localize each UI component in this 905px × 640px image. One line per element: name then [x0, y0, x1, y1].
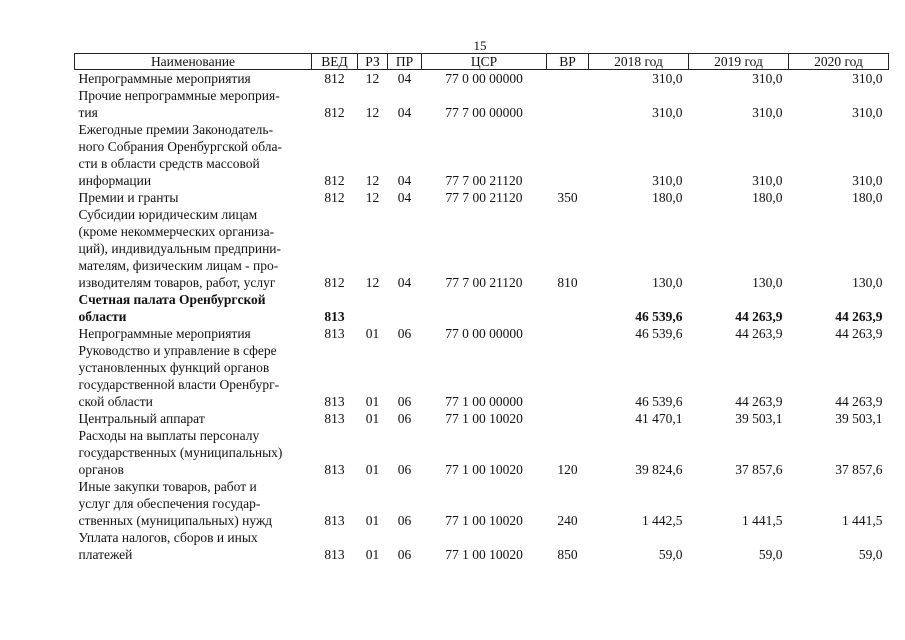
- cell-2020: 310,0: [852, 173, 883, 188]
- cell-ved: 813: [324, 309, 345, 324]
- cell-ved: 813: [324, 513, 345, 528]
- cell-2018: 130,0: [652, 275, 683, 290]
- cell-2020: 44 263,9: [835, 394, 883, 409]
- cell-name: Ежегодные премии Законодатель- ного Собрания Оренбургской обла- сти в области средств массовой информации: [78, 122, 283, 188]
- cell-2018: 310,0: [652, 71, 683, 86]
- cell-pr: 06: [397, 411, 412, 426]
- cell-rz: 01: [365, 411, 380, 426]
- cell-2019: 44 263,9: [735, 394, 783, 409]
- cell-csr: 77 7 00 21120: [445, 173, 523, 188]
- cell-csr: 77 0 00 00000: [445, 71, 523, 86]
- cell-2019: 310,0: [752, 173, 783, 188]
- cell-vr: [547, 121, 589, 189]
- cell-ved: 813: [324, 394, 345, 409]
- cell-rz: 12: [365, 190, 380, 205]
- cell-ved: 812: [324, 71, 345, 86]
- cell-2019: 180,0: [752, 190, 783, 205]
- cell-2020: 180,0: [852, 190, 883, 205]
- header-pr: ПР: [388, 54, 422, 70]
- cell-csr: 77 7 00 21120: [445, 190, 523, 205]
- cell-pr: 06: [397, 326, 412, 341]
- table-row: [75, 427, 889, 478]
- cell-vr: [547, 325, 589, 342]
- cell-rz: 12: [365, 71, 380, 86]
- cell-rz: 01: [365, 462, 380, 477]
- cell-2018: 180,0: [652, 190, 683, 205]
- table-row: [75, 410, 889, 427]
- cell-rz: 12: [365, 275, 380, 290]
- table-row: [75, 206, 889, 291]
- cell-2018: 310,0: [652, 173, 683, 188]
- cell-rz: 12: [365, 105, 380, 120]
- header-vr: ВР: [547, 54, 589, 70]
- header-2020: 2020 год: [789, 54, 889, 70]
- cell-rz: 01: [365, 326, 380, 341]
- cell-2020: 1 441,5: [842, 513, 883, 528]
- cell-csr: 77 1 00 10020: [445, 462, 523, 477]
- cell-name: Прочие непрограммные мероприя- тия: [78, 88, 280, 120]
- cell-2019: 37 857,6: [735, 462, 783, 477]
- header-2019: 2019 год: [689, 54, 789, 70]
- cell-ved: 812: [324, 190, 345, 205]
- cell-2018: 46 539,6: [635, 394, 683, 409]
- cell-rz: 01: [365, 547, 380, 562]
- table-row: [75, 291, 889, 325]
- cell-2018: 39 824,6: [635, 462, 683, 477]
- cell-vr: 240: [557, 513, 578, 528]
- cell-csr: 77 1 00 10020: [445, 547, 523, 562]
- table-row: [75, 189, 889, 206]
- cell-ved: 813: [324, 547, 345, 562]
- cell-pr: 06: [397, 462, 412, 477]
- cell-pr: 06: [397, 394, 412, 409]
- cell-2020: 130,0: [852, 275, 883, 290]
- cell-pr: 06: [397, 547, 412, 562]
- table-row: [75, 325, 889, 342]
- cell-csr: 77 1 00 00000: [445, 394, 523, 409]
- table-row: [75, 87, 889, 121]
- header-rz: РЗ: [358, 54, 388, 70]
- cell-2019: 1 441,5: [742, 513, 783, 528]
- cell-2020: 59,0: [858, 547, 883, 562]
- cell-2020: 37 857,6: [835, 462, 883, 477]
- cell-name: Счетная палата Оренбургской области: [78, 292, 266, 324]
- cell-2019: 44 263,9: [735, 326, 783, 341]
- cell-vr: [547, 70, 589, 88]
- cell-name: Непрограммные мероприятия: [78, 71, 251, 86]
- cell-2018: 46 539,6: [635, 326, 683, 341]
- cell-2018: 1 442,5: [642, 513, 683, 528]
- cell-ved: 813: [324, 462, 345, 477]
- cell-2019: 310,0: [752, 71, 783, 86]
- cell-pr: 04: [397, 71, 412, 86]
- table-row: [75, 529, 889, 563]
- page-number: 15: [473, 38, 487, 53]
- cell-2020: 310,0: [852, 71, 883, 86]
- cell-2020: 44 263,9: [835, 326, 883, 341]
- table-row: [75, 121, 889, 189]
- cell-pr: 04: [397, 173, 412, 188]
- cell-vr: [547, 342, 589, 410]
- cell-name: Субсидии юридическим лицам (кроме некоммерческих организа- ций), индивидуальным предприни- мателям, физическим лицам - про- изводителям товаров, работ, услуг: [78, 207, 282, 290]
- cell-pr: [388, 291, 422, 325]
- table-row: [75, 478, 889, 529]
- cell-name: Руководство и управление в сфере установленных функций органов государственной власти Оренбург- ской области: [78, 343, 280, 409]
- cell-2019: 44 263,9: [735, 309, 783, 324]
- cell-2018: 46 539,6: [635, 309, 683, 324]
- cell-csr: 77 1 00 10020: [445, 513, 523, 528]
- cell-ved: 812: [324, 173, 345, 188]
- cell-ved: 813: [324, 411, 345, 426]
- cell-2020: 39 503,1: [835, 411, 883, 426]
- cell-rz: 01: [365, 513, 380, 528]
- header-name: Наименование: [75, 54, 312, 70]
- cell-csr: 77 1 00 10020: [445, 411, 523, 426]
- cell-pr: 04: [397, 275, 412, 290]
- cell-name: Иные закупки товаров, работ и услуг для обеспечения государ- ственных (муниципальных) нужд: [78, 479, 273, 528]
- table-row: [75, 342, 889, 410]
- cell-name: Уплата налогов, сборов и иных платежей: [78, 530, 258, 562]
- cell-name: Расходы на выплаты персоналу государственных (муниципальных) органов: [78, 428, 283, 477]
- cell-ved: 813: [324, 326, 345, 341]
- cell-2019: 130,0: [752, 275, 783, 290]
- cell-csr: [422, 291, 547, 325]
- header-2018: 2018 год: [589, 54, 689, 70]
- cell-rz: [358, 291, 388, 325]
- cell-pr: 04: [397, 190, 412, 205]
- cell-vr: 810: [557, 275, 578, 290]
- table-body: [75, 70, 889, 564]
- cell-csr: 77 7 00 00000: [445, 105, 523, 120]
- cell-vr: [547, 87, 589, 121]
- cell-name: Центральный аппарат: [78, 411, 205, 426]
- cell-2018: 59,0: [658, 547, 683, 562]
- cell-vr: 850: [557, 547, 578, 562]
- cell-vr: 350: [557, 190, 578, 205]
- cell-2019: 310,0: [752, 105, 783, 120]
- header-ved: ВЕД: [312, 54, 358, 70]
- header-csr: ЦСР: [422, 54, 547, 70]
- cell-rz: 12: [365, 173, 380, 188]
- cell-ved: 812: [324, 105, 345, 120]
- cell-vr: 120: [557, 462, 578, 477]
- cell-2018: 310,0: [652, 105, 683, 120]
- cell-name: Премии и гранты: [78, 190, 179, 205]
- cell-rz: 01: [365, 394, 380, 409]
- cell-pr: 06: [397, 513, 412, 528]
- header-row: [75, 54, 889, 70]
- table-header: [75, 54, 889, 70]
- cell-vr: [547, 410, 589, 427]
- cell-2020: 44 263,9: [835, 309, 883, 324]
- cell-vr: [547, 291, 589, 325]
- cell-csr: 77 0 00 00000: [445, 326, 523, 341]
- budget-table: [74, 53, 889, 563]
- cell-2019: 39 503,1: [735, 411, 783, 426]
- cell-name: Непрограммные мероприятия: [78, 326, 251, 341]
- cell-pr: 04: [397, 105, 412, 120]
- cell-ved: 812: [324, 275, 345, 290]
- cell-csr: 77 7 00 21120: [445, 275, 523, 290]
- cell-2019: 59,0: [758, 547, 783, 562]
- cell-2020: 310,0: [852, 105, 883, 120]
- cell-2018: 41 470,1: [635, 411, 683, 426]
- table-row: [75, 70, 889, 88]
